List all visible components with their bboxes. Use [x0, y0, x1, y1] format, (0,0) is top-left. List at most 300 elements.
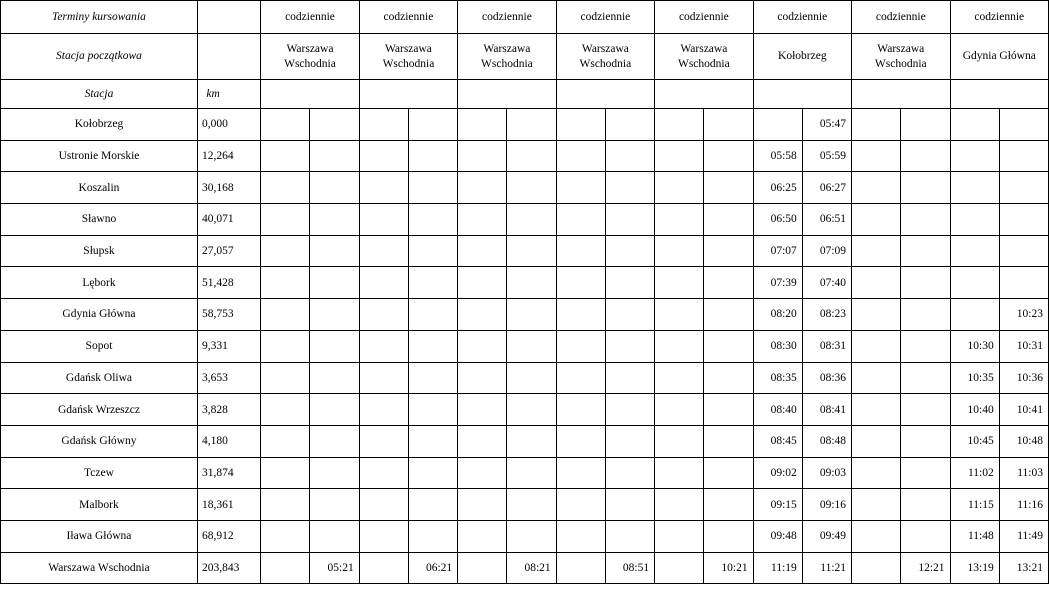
- km-value: 58,753: [197, 299, 260, 331]
- departure-time: 13:21: [999, 552, 1048, 584]
- terms-cell: codziennie: [753, 1, 851, 34]
- table-row: [1, 172, 1049, 204]
- arrival-time: [950, 299, 999, 331]
- departure-time: 11:49: [999, 520, 1048, 552]
- departure-time: [704, 172, 753, 204]
- departure-time: [408, 394, 457, 426]
- departure-time: [507, 520, 556, 552]
- start-station-cell: Gdynia Główna: [950, 34, 1048, 80]
- arrival-time: 10:40: [950, 394, 999, 426]
- table-row: [1, 109, 1049, 141]
- departure-time: 09:03: [802, 457, 851, 489]
- departure-time: 10:23: [999, 299, 1048, 331]
- arrival-time: 06:25: [753, 172, 802, 204]
- terms-cell: codziennie: [359, 1, 457, 34]
- departure-time: [605, 394, 654, 426]
- arrival-time: [655, 109, 704, 141]
- start-station-cell: Warszawa Wschodnia: [458, 34, 556, 80]
- arrival-time: [458, 489, 507, 521]
- arrival-time: [852, 235, 901, 267]
- departure-time: [901, 489, 950, 521]
- departure-time: [310, 172, 359, 204]
- arrival-time: [458, 172, 507, 204]
- departure-time: [704, 267, 753, 299]
- arrival-time: 10:30: [950, 330, 999, 362]
- departure-time: 08:41: [802, 394, 851, 426]
- station-header: Stacja: [1, 80, 198, 109]
- arrival-time: [458, 520, 507, 552]
- start-station-cell: Kołobrzeg: [753, 34, 851, 80]
- arrival-time: [261, 235, 310, 267]
- departure-time: [605, 362, 654, 394]
- arrival-time: [359, 489, 408, 521]
- departure-time: [507, 425, 556, 457]
- station-name: Sławno: [1, 204, 198, 236]
- table-row: [1, 425, 1049, 457]
- departure-time: 08:31: [802, 330, 851, 362]
- departure-time: [704, 235, 753, 267]
- km-header: km: [197, 80, 260, 109]
- departure-time: [408, 235, 457, 267]
- arrival-time: [359, 172, 408, 204]
- arrival-time: [359, 140, 408, 172]
- departure-time: [408, 330, 457, 362]
- departure-time: 10:31: [999, 330, 1048, 362]
- departure-time: [408, 109, 457, 141]
- departure-time: [310, 520, 359, 552]
- departure-time: [507, 172, 556, 204]
- departure-time: [507, 489, 556, 521]
- departure-time: [901, 362, 950, 394]
- departure-time: 11:03: [999, 457, 1048, 489]
- departure-time: [901, 235, 950, 267]
- departure-time: [605, 172, 654, 204]
- arrival-time: [359, 520, 408, 552]
- departure-time: [310, 299, 359, 331]
- arrival-time: [950, 235, 999, 267]
- departure-time: [310, 394, 359, 426]
- arrival-time: 08:45: [753, 425, 802, 457]
- start-station-label: Stacja początkowa: [1, 34, 198, 80]
- arrival-time: [852, 140, 901, 172]
- departure-time: [408, 457, 457, 489]
- station-name: Ustronie Morskie: [1, 140, 198, 172]
- km-value: 40,071: [197, 204, 260, 236]
- arrival-time: [458, 330, 507, 362]
- arrival-time: [261, 425, 310, 457]
- arrival-time: 08:20: [753, 299, 802, 331]
- departure-time: 08:48: [802, 425, 851, 457]
- terms-cell: codziennie: [950, 1, 1048, 34]
- arrival-time: 11:02: [950, 457, 999, 489]
- departure-time: 08:36: [802, 362, 851, 394]
- departure-time: [605, 267, 654, 299]
- arrival-time: [556, 267, 605, 299]
- arrival-time: [261, 140, 310, 172]
- arrival-time: [261, 489, 310, 521]
- departure-time: [310, 330, 359, 362]
- departure-time: [507, 140, 556, 172]
- arrival-time: [556, 362, 605, 394]
- arrival-time: [655, 457, 704, 489]
- departure-time: 05:21: [310, 552, 359, 584]
- departure-time: [704, 457, 753, 489]
- departure-time: [704, 394, 753, 426]
- arrival-time: [655, 172, 704, 204]
- departure-time: [310, 489, 359, 521]
- station-name: Kołobrzeg: [1, 109, 198, 141]
- arrival-time: [556, 457, 605, 489]
- arrival-time: [852, 394, 901, 426]
- departure-time: [605, 489, 654, 521]
- arrival-time: [852, 330, 901, 362]
- arrival-time: [950, 172, 999, 204]
- terms-cell: codziennie: [556, 1, 654, 34]
- km-value: 3,828: [197, 394, 260, 426]
- arrival-time: [655, 330, 704, 362]
- arrival-time: 11:19: [753, 552, 802, 584]
- arrival-time: [359, 235, 408, 267]
- km-value: 12,264: [197, 140, 260, 172]
- arrival-time: [458, 267, 507, 299]
- arrival-time: [458, 394, 507, 426]
- arrival-time: [261, 172, 310, 204]
- arrival-time: [556, 330, 605, 362]
- arrival-time: [655, 362, 704, 394]
- departure-time: [901, 140, 950, 172]
- table-row: [1, 140, 1049, 172]
- km-value: 3,653: [197, 362, 260, 394]
- table-row: [1, 394, 1049, 426]
- departure-time: 06:51: [802, 204, 851, 236]
- arrival-time: [655, 267, 704, 299]
- table-row: [1, 489, 1049, 521]
- arrival-time: [359, 457, 408, 489]
- departure-time: [704, 520, 753, 552]
- table-row: [1, 235, 1049, 267]
- table-row: [1, 299, 1049, 331]
- arrival-time: [556, 489, 605, 521]
- arrival-time: [261, 520, 310, 552]
- arrival-time: 07:39: [753, 267, 802, 299]
- arrival-time: [359, 425, 408, 457]
- start-station-cell: Warszawa Wschodnia: [261, 34, 359, 80]
- departure-time: [507, 457, 556, 489]
- departure-time: [901, 425, 950, 457]
- departure-time: [999, 172, 1048, 204]
- departure-time: [999, 267, 1048, 299]
- departure-time: 09:49: [802, 520, 851, 552]
- departure-time: [704, 299, 753, 331]
- start-station-cell: Warszawa Wschodnia: [359, 34, 457, 80]
- station-name: Słupsk: [1, 235, 198, 267]
- station-name: Lębork: [1, 267, 198, 299]
- arrival-time: 05:58: [753, 140, 802, 172]
- departure-time: [507, 330, 556, 362]
- header-blank-cell: [655, 80, 753, 109]
- arrival-time: [655, 425, 704, 457]
- departure-time: [901, 394, 950, 426]
- arrival-time: [556, 140, 605, 172]
- column-header-row: [1, 80, 1049, 109]
- arrival-time: 10:45: [950, 425, 999, 457]
- departure-time: 12:21: [901, 552, 950, 584]
- arrival-time: [359, 362, 408, 394]
- arrival-time: [261, 204, 310, 236]
- departure-time: 08:21: [507, 552, 556, 584]
- station-name: Warszawa Wschodnia: [1, 552, 198, 584]
- arrival-time: [655, 552, 704, 584]
- arrival-time: [556, 520, 605, 552]
- station-name: Tczew: [1, 457, 198, 489]
- arrival-time: [261, 457, 310, 489]
- departure-time: [310, 204, 359, 236]
- arrival-time: [359, 204, 408, 236]
- departure-time: [408, 204, 457, 236]
- terms-km-cell: [197, 1, 260, 34]
- departure-time: [704, 330, 753, 362]
- terms-row: [1, 1, 1049, 34]
- arrival-time: [359, 109, 408, 141]
- arrival-time: [261, 109, 310, 141]
- arrival-time: 11:15: [950, 489, 999, 521]
- departure-time: [408, 299, 457, 331]
- table-row: [1, 362, 1049, 394]
- departure-time: [605, 425, 654, 457]
- departure-time: 05:47: [802, 109, 851, 141]
- arrival-time: [458, 457, 507, 489]
- table-row: [1, 520, 1049, 552]
- arrival-time: 09:02: [753, 457, 802, 489]
- departure-time: [310, 362, 359, 394]
- km-value: 68,912: [197, 520, 260, 552]
- arrival-time: [261, 330, 310, 362]
- arrival-time: 09:15: [753, 489, 802, 521]
- departure-time: 10:48: [999, 425, 1048, 457]
- departure-time: [605, 109, 654, 141]
- departure-time: [704, 425, 753, 457]
- km-value: 30,168: [197, 172, 260, 204]
- arrival-time: [655, 394, 704, 426]
- terms-cell: codziennie: [261, 1, 359, 34]
- arrival-time: 13:19: [950, 552, 999, 584]
- departure-time: 06:27: [802, 172, 851, 204]
- arrival-time: [261, 552, 310, 584]
- departure-time: [310, 267, 359, 299]
- departure-time: 11:16: [999, 489, 1048, 521]
- arrival-time: [458, 299, 507, 331]
- arrival-time: [852, 552, 901, 584]
- km-value: 51,428: [197, 267, 260, 299]
- arrival-time: [852, 109, 901, 141]
- arrival-time: [655, 489, 704, 521]
- station-name: Koszalin: [1, 172, 198, 204]
- departure-time: 05:59: [802, 140, 851, 172]
- departure-time: [507, 299, 556, 331]
- arrival-time: [655, 204, 704, 236]
- header-blank-cell: [359, 80, 457, 109]
- departure-time: 06:21: [408, 552, 457, 584]
- departure-time: 07:09: [802, 235, 851, 267]
- arrival-time: [950, 109, 999, 141]
- departure-time: [704, 489, 753, 521]
- departure-time: [999, 235, 1048, 267]
- departure-time: 09:16: [802, 489, 851, 521]
- arrival-time: 10:35: [950, 362, 999, 394]
- departure-time: [408, 267, 457, 299]
- departure-time: [605, 204, 654, 236]
- arrival-time: [458, 109, 507, 141]
- departure-time: [605, 457, 654, 489]
- km-value: 4,180: [197, 425, 260, 457]
- departure-time: [704, 204, 753, 236]
- departure-time: [507, 204, 556, 236]
- arrival-time: [655, 140, 704, 172]
- terms-cell: codziennie: [852, 1, 950, 34]
- station-name: Malbork: [1, 489, 198, 521]
- arrival-time: [261, 299, 310, 331]
- arrival-time: [556, 204, 605, 236]
- arrival-time: [458, 140, 507, 172]
- arrival-time: [556, 235, 605, 267]
- departure-time: [901, 267, 950, 299]
- departure-time: [310, 425, 359, 457]
- header-blank-cell: [753, 80, 851, 109]
- arrival-time: [359, 267, 408, 299]
- header-blank-cell: [950, 80, 1048, 109]
- station-name: Gdańsk Główny: [1, 425, 198, 457]
- table-row: [1, 204, 1049, 236]
- departure-time: [507, 235, 556, 267]
- km-value: 9,331: [197, 330, 260, 362]
- departure-time: [310, 457, 359, 489]
- departure-time: [605, 299, 654, 331]
- arrival-time: [556, 172, 605, 204]
- departure-time: [605, 330, 654, 362]
- departure-time: [999, 204, 1048, 236]
- arrival-time: [261, 362, 310, 394]
- departure-time: [901, 109, 950, 141]
- station-name: Gdynia Główna: [1, 299, 198, 331]
- arrival-time: [852, 520, 901, 552]
- start-station-cell: Warszawa Wschodnia: [556, 34, 654, 80]
- arrival-time: [556, 109, 605, 141]
- arrival-time: [359, 552, 408, 584]
- arrival-time: [359, 394, 408, 426]
- arrival-time: [950, 204, 999, 236]
- departure-time: [901, 204, 950, 236]
- arrival-time: [852, 299, 901, 331]
- header-blank-cell: [852, 80, 950, 109]
- departure-time: [999, 140, 1048, 172]
- arrival-time: [753, 109, 802, 141]
- departure-time: [507, 394, 556, 426]
- arrival-time: [852, 204, 901, 236]
- departure-time: [704, 109, 753, 141]
- departure-time: [901, 520, 950, 552]
- arrival-time: [950, 267, 999, 299]
- station-name: Iława Główna: [1, 520, 198, 552]
- header-blank-cell: [261, 80, 359, 109]
- arrival-time: [556, 299, 605, 331]
- arrival-time: [950, 140, 999, 172]
- departure-time: [408, 425, 457, 457]
- km-value: 203,843: [197, 552, 260, 584]
- departure-time: 07:40: [802, 267, 851, 299]
- header-blank-cell: [458, 80, 556, 109]
- departure-time: [310, 109, 359, 141]
- departure-time: [408, 489, 457, 521]
- departure-time: [901, 172, 950, 204]
- arrival-time: [852, 425, 901, 457]
- departure-time: [605, 520, 654, 552]
- arrival-time: [359, 299, 408, 331]
- departure-time: 08:51: [605, 552, 654, 584]
- terms-label: Terminy kursowania: [1, 1, 198, 34]
- arrival-time: 08:30: [753, 330, 802, 362]
- arrival-time: [655, 235, 704, 267]
- terms-cell: codziennie: [655, 1, 753, 34]
- departure-time: [605, 235, 654, 267]
- departure-time: 10:41: [999, 394, 1048, 426]
- departure-time: [408, 140, 457, 172]
- arrival-time: [655, 299, 704, 331]
- arrival-time: [458, 552, 507, 584]
- departure-time: [408, 362, 457, 394]
- arrival-time: [852, 489, 901, 521]
- departure-time: [901, 330, 950, 362]
- departure-time: [901, 299, 950, 331]
- arrival-time: 06:50: [753, 204, 802, 236]
- departure-time: [310, 235, 359, 267]
- km-value: 0,000: [197, 109, 260, 141]
- table-row: [1, 267, 1049, 299]
- km-value: 18,361: [197, 489, 260, 521]
- arrival-time: [261, 394, 310, 426]
- departure-time: 08:23: [802, 299, 851, 331]
- station-name: Gdańsk Wrzeszcz: [1, 394, 198, 426]
- table-row: [1, 330, 1049, 362]
- arrival-time: [458, 362, 507, 394]
- arrival-time: [852, 267, 901, 299]
- arrival-time: 08:40: [753, 394, 802, 426]
- arrival-time: [556, 552, 605, 584]
- departure-time: [605, 140, 654, 172]
- arrival-time: 11:48: [950, 520, 999, 552]
- arrival-time: [852, 457, 901, 489]
- departure-time: 10:36: [999, 362, 1048, 394]
- station-name: Gdańsk Oliwa: [1, 362, 198, 394]
- km-value: 27,057: [197, 235, 260, 267]
- table-row: [1, 552, 1049, 584]
- arrival-time: [359, 330, 408, 362]
- station-name: Sopot: [1, 330, 198, 362]
- arrival-time: [458, 425, 507, 457]
- arrival-time: [458, 235, 507, 267]
- departure-time: [408, 520, 457, 552]
- departure-time: [507, 362, 556, 394]
- start-station-cell: Warszawa Wschodnia: [655, 34, 753, 80]
- arrival-time: [852, 172, 901, 204]
- terms-cell: codziennie: [458, 1, 556, 34]
- departure-time: [507, 267, 556, 299]
- arrival-time: [852, 362, 901, 394]
- km-value: 31,874: [197, 457, 260, 489]
- header-blank-cell: [556, 80, 654, 109]
- departure-time: [704, 140, 753, 172]
- departure-time: 10:21: [704, 552, 753, 584]
- arrival-time: [556, 394, 605, 426]
